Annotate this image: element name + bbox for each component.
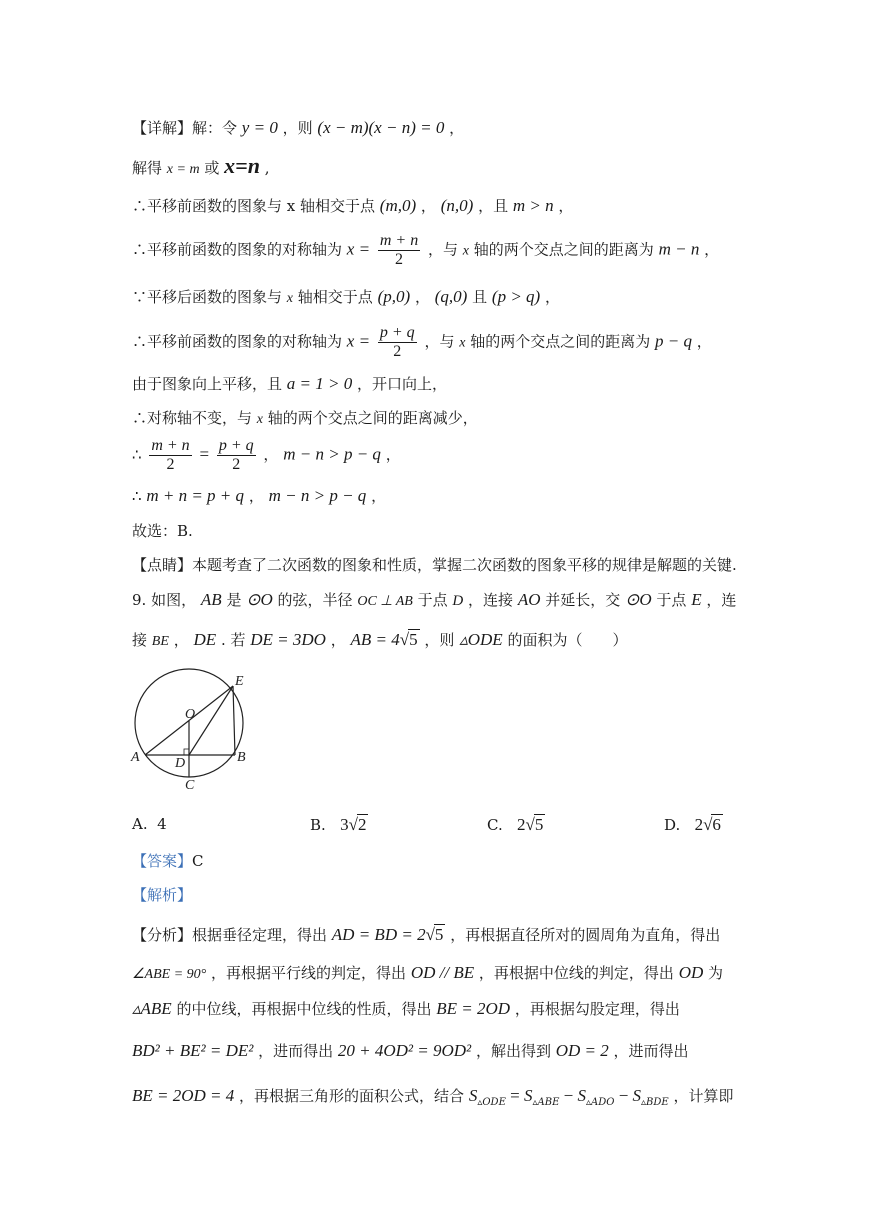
text: 于点 (656, 591, 687, 609)
fraction (378, 324, 417, 361)
analysis-label: 【解析】 (132, 886, 193, 904)
math: (p > q) (491, 287, 541, 306)
math: OD (678, 963, 704, 982)
math: = (505, 1086, 524, 1105)
line-de (189, 686, 233, 755)
math: OC ⊥ AB (357, 594, 413, 609)
math: y = 0 (241, 118, 278, 137)
math: a = 1 > 0 (286, 374, 353, 393)
solution-line-10 (132, 486, 737, 506)
math: ▵ABE (132, 999, 172, 1018)
math: (n,0) (440, 196, 474, 215)
math: S (632, 1086, 642, 1105)
text: 轴的两个交点之间的距离减少， (267, 409, 478, 427)
math: (m,0) (379, 196, 417, 215)
denominator: 2 (393, 343, 402, 360)
text: ，计算即 (673, 1087, 734, 1105)
text: ， (385, 445, 401, 464)
math: OD // BE (410, 963, 475, 982)
text: ，再根据勾股定理，得出 (514, 1000, 680, 1018)
math: (q,0) (434, 287, 468, 306)
math: m > n (512, 196, 554, 215)
math: m − n (658, 239, 700, 259)
text: 故选：B. (132, 522, 193, 540)
text: 轴的两个交点之间的距离为 (470, 332, 651, 351)
math: x = m (166, 162, 200, 177)
numerator: p + q (218, 437, 254, 454)
option-b-radicand: 2 (357, 815, 367, 834)
text: ，进而得出 (258, 1042, 334, 1060)
text: 【分析】根据垂径定理，得出 (132, 926, 328, 944)
text: , (264, 159, 270, 177)
math: AB = 4 (350, 630, 400, 649)
text: ， (263, 445, 279, 464)
math: AD = BD = 2 (331, 925, 426, 944)
subscript: ▵ADO (585, 1097, 615, 1108)
math: x (256, 412, 264, 427)
text: 的弦，半径 (277, 591, 353, 609)
math: m − n > p − q (268, 486, 367, 505)
text: 且 (472, 288, 488, 306)
solution-line-6 (132, 324, 737, 361)
option-c-label: C. (487, 816, 503, 834)
text: 的中位线，再根据中位线的性质，得出 (176, 1000, 432, 1018)
math: BE (151, 634, 169, 649)
text: ， (544, 288, 560, 306)
math: ∠ABE = 90° (132, 967, 207, 982)
text: ，解出得到 (475, 1042, 551, 1060)
math: D (452, 593, 464, 609)
math: x = (346, 239, 371, 259)
text: ，则 (282, 119, 313, 137)
option-c-radicand: 5 (534, 815, 544, 834)
answer-value: C (192, 852, 204, 870)
text: 为 (708, 964, 724, 982)
math: BE = 2OD (436, 999, 511, 1018)
equals: = (199, 444, 210, 464)
option-d[interactable] (664, 815, 723, 835)
math: BE = 2OD = 4 (132, 1086, 235, 1105)
text: ∴ (132, 487, 142, 505)
radicand: 5 (434, 925, 444, 944)
text: ， (420, 197, 436, 215)
math: ⊙O (246, 590, 273, 609)
label-c: C (185, 778, 195, 793)
text: 轴相交于点 (297, 288, 373, 306)
text: ，开口向上， (357, 375, 448, 393)
text: 轴的两个交点之间的距离为 (473, 240, 654, 259)
text: ，与 (424, 332, 455, 351)
label-o: O (185, 707, 196, 722)
text: 接 (132, 631, 148, 649)
option-c[interactable] (487, 815, 545, 835)
text: ∴平移前函数的图象的对称轴为 (132, 240, 343, 259)
option-a-label: A. (132, 815, 148, 833)
text: ∴平移前函数的图象与 x 轴相交于点 (132, 197, 375, 215)
remark-line (132, 555, 769, 575)
denominator: 2 (166, 456, 175, 473)
text: 9. 如图， (132, 591, 197, 609)
text: ，连 (706, 591, 737, 609)
text: ，再根据三角形的面积公式，结合 (239, 1087, 465, 1105)
math: (p,0) (377, 287, 411, 306)
text: ∴ (132, 445, 142, 464)
math: x (286, 291, 294, 306)
math: BD² + BE² = DE² (132, 1041, 254, 1060)
math: AO (517, 590, 541, 609)
math: x=n (224, 153, 260, 178)
option-a-value: 4 (157, 815, 167, 833)
solution-line-1 (132, 118, 737, 138)
sqrt-sign: √ (425, 925, 435, 944)
math: − (614, 1086, 633, 1105)
option-b-label: B. (310, 816, 326, 834)
text: ∴平移前函数的图象的对称轴为 (132, 332, 343, 351)
text: ， (371, 487, 387, 505)
text: 解得 (132, 159, 163, 177)
option-d-coef: 2 (694, 815, 704, 834)
question-9-line-1 (132, 590, 737, 612)
analysis-para-line-3 (132, 999, 737, 1019)
text: . 若 (220, 631, 246, 649)
math: x (459, 335, 466, 351)
option-c-coef: 2 (517, 815, 526, 834)
analysis-line (132, 885, 737, 905)
label-a: A (131, 750, 140, 765)
math: S (577, 1086, 586, 1105)
denominator: 2 (232, 456, 241, 473)
solution-line-4 (132, 232, 737, 269)
math: 20 + 4OD² = 9OD² (337, 1041, 472, 1060)
text: ，且 (478, 197, 509, 215)
question-9-line-2 (132, 630, 737, 652)
option-a[interactable] (132, 815, 167, 833)
numerator: p + q (379, 324, 415, 341)
sqrt-sign: √ (399, 630, 410, 649)
text: ，再根据中位线的判定，得出 (478, 964, 674, 982)
text: ∵平移后函数的图象与 (132, 288, 283, 306)
geometry-figure (127, 668, 255, 794)
math: ⊙O (625, 590, 652, 609)
analysis-para-line-2 (132, 963, 737, 985)
text: 【详解】解：令 (132, 119, 238, 137)
option-b[interactable] (310, 815, 368, 835)
text: ，连接 (468, 591, 514, 609)
label-b: B (237, 750, 246, 765)
solution-line-3 (132, 196, 737, 216)
analysis-para-line-5 (132, 1086, 737, 1113)
subscript: ▵ODE (477, 1097, 506, 1108)
solution-line-7 (132, 374, 737, 394)
text: ， (558, 197, 574, 215)
label-d: D (175, 756, 186, 771)
math: x = (346, 331, 371, 351)
option-b-coef: 3 (340, 815, 349, 834)
sqrt-sign: √ (703, 815, 713, 834)
denominator: 2 (395, 251, 404, 268)
answer-label: 【答案】 (132, 852, 193, 870)
solution-line-11 (132, 521, 737, 541)
text: ，再根据直径所对的圆周角为直角，得出 (450, 926, 721, 944)
math: OD = 2 (555, 1041, 609, 1060)
math: E (691, 590, 702, 609)
text: 由于图象向上平移，且 (132, 375, 283, 393)
text: ，则 (424, 631, 455, 649)
math: S (523, 1086, 533, 1105)
math: ▵ODE (459, 630, 503, 649)
solution-line-2 (132, 153, 737, 180)
solution-line-8 (132, 408, 737, 430)
math: (x − m)(x − n) = 0 (317, 118, 445, 137)
text: ， (173, 631, 189, 649)
analysis-para-line-1 (132, 925, 737, 945)
label-e: E (235, 674, 244, 689)
radicand: 5 (409, 630, 418, 649)
text: ， (704, 240, 720, 259)
subscript: ▵ABE (532, 1097, 560, 1108)
math: DE = 3DO (250, 630, 326, 649)
text: ∴对称轴不变，与 (132, 409, 253, 427)
text: ，与 (428, 240, 459, 259)
line-be (233, 686, 235, 755)
math: DE (193, 630, 217, 649)
math: m + n = p + q (146, 486, 245, 505)
fraction (149, 437, 191, 474)
fraction (378, 232, 420, 269)
math: − (559, 1086, 578, 1105)
numerator: m + n (379, 232, 419, 249)
math: m − n > p − q (283, 444, 381, 464)
text: ， (696, 332, 712, 351)
math: S (468, 1086, 478, 1105)
text: 于点 (417, 591, 448, 609)
solution-line-9 (132, 437, 737, 474)
solution-line-5 (132, 287, 737, 309)
answer-line (132, 851, 737, 871)
sqrt-sign: √ (348, 815, 358, 834)
text: ，再根据平行线的判定，得出 (211, 964, 407, 982)
text: 或 (204, 159, 220, 177)
sqrt-sign: √ (525, 815, 535, 834)
subscript: ▵BDE (641, 1097, 669, 1108)
text: ， (330, 631, 346, 649)
right-angle-mark (184, 749, 189, 755)
option-d-radicand: 6 (712, 815, 721, 834)
analysis-para-line-4 (132, 1041, 737, 1061)
text: ，进而得出 (613, 1042, 689, 1060)
text: ， (449, 119, 465, 137)
text: ， (248, 487, 264, 505)
text: 并延长，交 (545, 591, 621, 609)
math: AB (200, 590, 222, 609)
fraction (217, 437, 256, 474)
text: ， (414, 288, 430, 306)
math: x (462, 243, 470, 259)
text: 【点睛】本题考查了二次函数的图象和性质，掌握二次函数的图象平移的规律是解题的关键. (132, 556, 737, 574)
text: 的面积为（ ） (507, 631, 628, 649)
option-d-label: D. (664, 816, 681, 834)
math: p − q (655, 331, 693, 351)
numerator: m + n (151, 437, 190, 454)
text: 是 (226, 591, 242, 609)
